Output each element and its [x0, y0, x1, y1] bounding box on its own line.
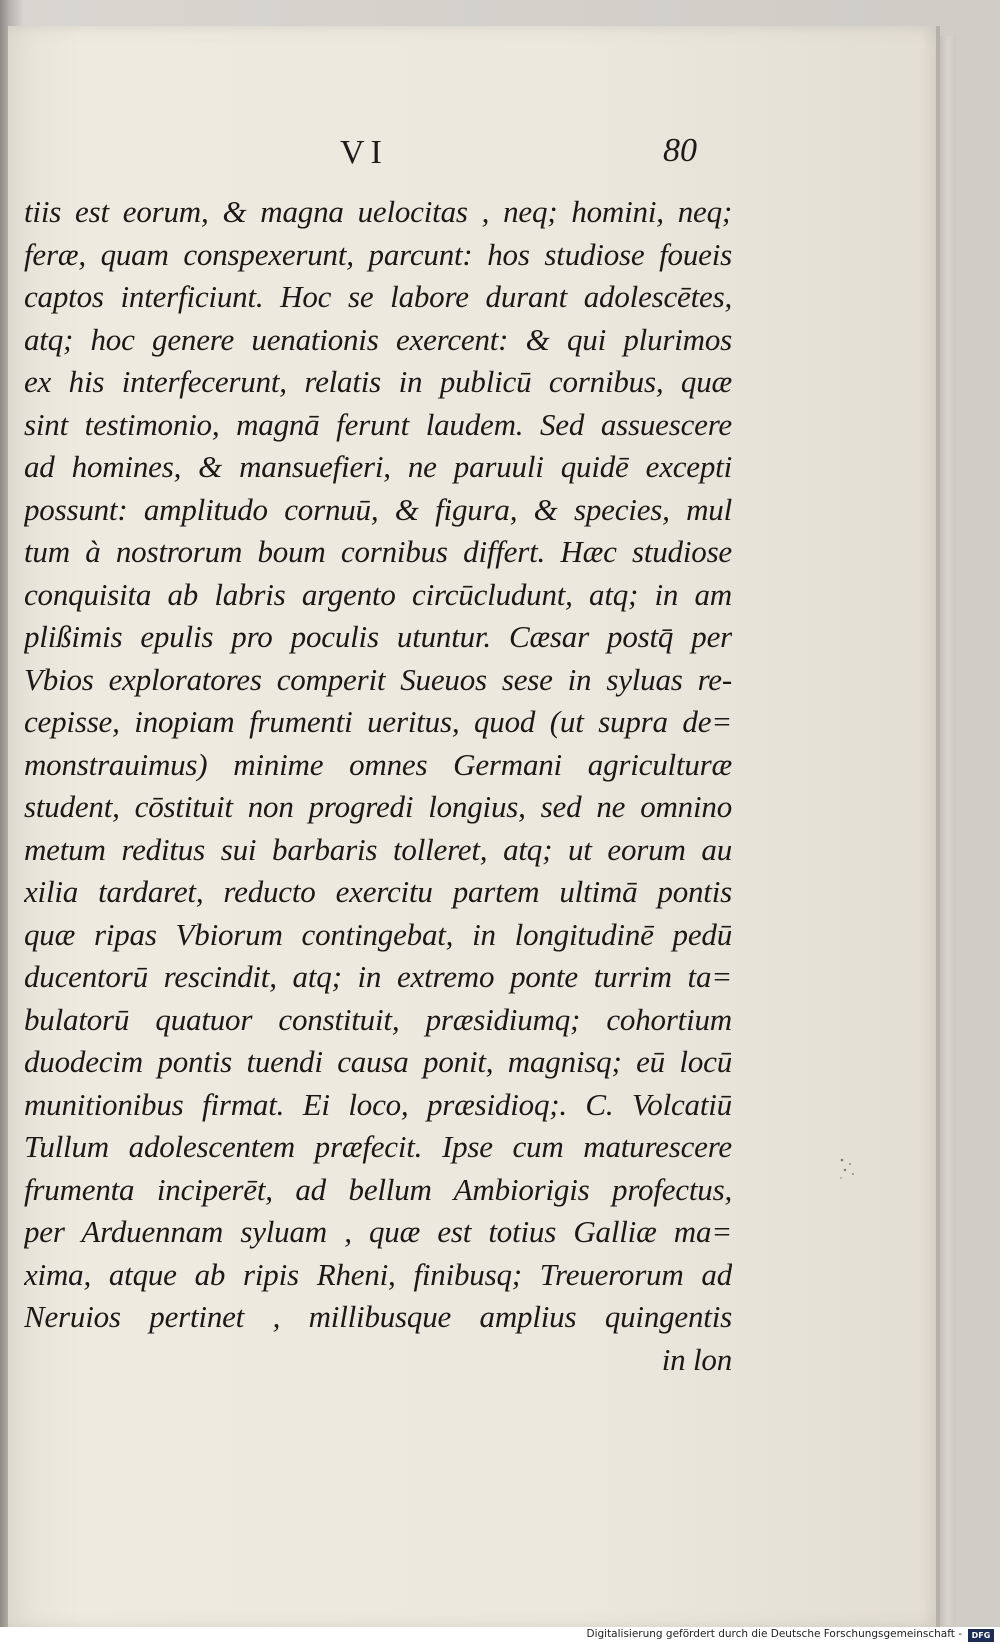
- running-head: [8, 126, 936, 176]
- text-line: munitionibus firmat. Ei loco, præsidioq;. C. Volcatiū: [24, 1086, 732, 1122]
- section-marker: VI: [340, 134, 388, 171]
- text-line: sint testimonio, magnā ferunt laudem. Sed assuescere: [24, 406, 732, 442]
- book-page: [8, 26, 940, 1628]
- text-line: student, cōstituit non progredi longius, sed ne omnino: [24, 789, 732, 824]
- text-line: xima, atque ab ripis Rheni, finibusq; Treuerorum ad: [24, 1256, 732, 1292]
- text-line: ex his interfecerunt, relatis in publicū cornibus, quæ: [24, 364, 732, 399]
- text-line: ducentorū rescindit, atq; in extremo ponte turrim ta=: [24, 959, 732, 994]
- text-line: feræ, quam conspexerunt, parcunt: hos studiose foueis: [24, 236, 732, 272]
- text-line: monstrauimus) minime omnes Germani agriculturæ: [24, 746, 732, 782]
- footer-credit: Digitalisierung gefördert durch die Deutsche Forschungsgemeinschaft -: [586, 1628, 962, 1640]
- text-line: frumenta inciperēt, ad bellum Ambiorigis profectus,: [24, 1171, 732, 1207]
- text-line: in lon: [661, 1341, 732, 1377]
- text-line: xilia tardaret, reducto exercitu partem ultimā pontis: [24, 874, 732, 909]
- text-line: tum à nostrorum boum cornibus differt. Hæc studiose: [24, 534, 732, 569]
- text-line: tiis est eorum, & magna uelocitas , neq; homini, neq;: [24, 194, 732, 229]
- text-line: captos interficiunt. Hoc se labore durant adolescētes,: [24, 279, 732, 314]
- body-text: [24, 191, 732, 1381]
- ink-speck: [836, 1154, 858, 1184]
- text-line: Tullum adolescentem præfecit. Ipse cum maturescere: [24, 1129, 732, 1164]
- dfg-logo: DFG: [968, 1629, 994, 1642]
- text-line: Vbios exploratores comperit Sueuos sese in syluas re-: [24, 661, 732, 697]
- text-line: cepisse, inopiam frumenti ueritus, quod (ut supra de=: [24, 704, 732, 739]
- text-line: Neruios pertinet , millibusque amplius quingentis: [24, 1299, 732, 1334]
- text-line: possunt: amplitudo cornuū, & figura, & species, mul: [24, 491, 732, 527]
- text-line: per Arduennam syluam , quæ est totius Galliæ ma=: [24, 1214, 732, 1249]
- folio-number: 80: [663, 132, 697, 169]
- text-line: metum reditus sui barbaris tolleret, atq; ut eorum au: [24, 831, 732, 867]
- text-line: quæ ripas Vbiorum contingebat, in longitudinē pedū: [24, 916, 732, 952]
- text-line: duodecim pontis tuendi causa ponit, magnisq; eū locū: [24, 1044, 732, 1079]
- text-line: bulatorū quatuor constituit, præsidiumq; cohortium: [24, 1001, 732, 1037]
- footer-bar: [0, 1627, 1000, 1645]
- text-line: atq; hoc genere uenationis exercent: & qui plurimos: [24, 321, 732, 357]
- text-line: plißimis epulis pro poculis utuntur. Cæsar postq̄ per: [24, 619, 732, 654]
- text-line: ad homines, & mansuefieri, ne paruuli quidē excepti: [24, 449, 732, 484]
- text-line: conquisita ab labris argento circūcludunt, atq; in am: [24, 576, 732, 612]
